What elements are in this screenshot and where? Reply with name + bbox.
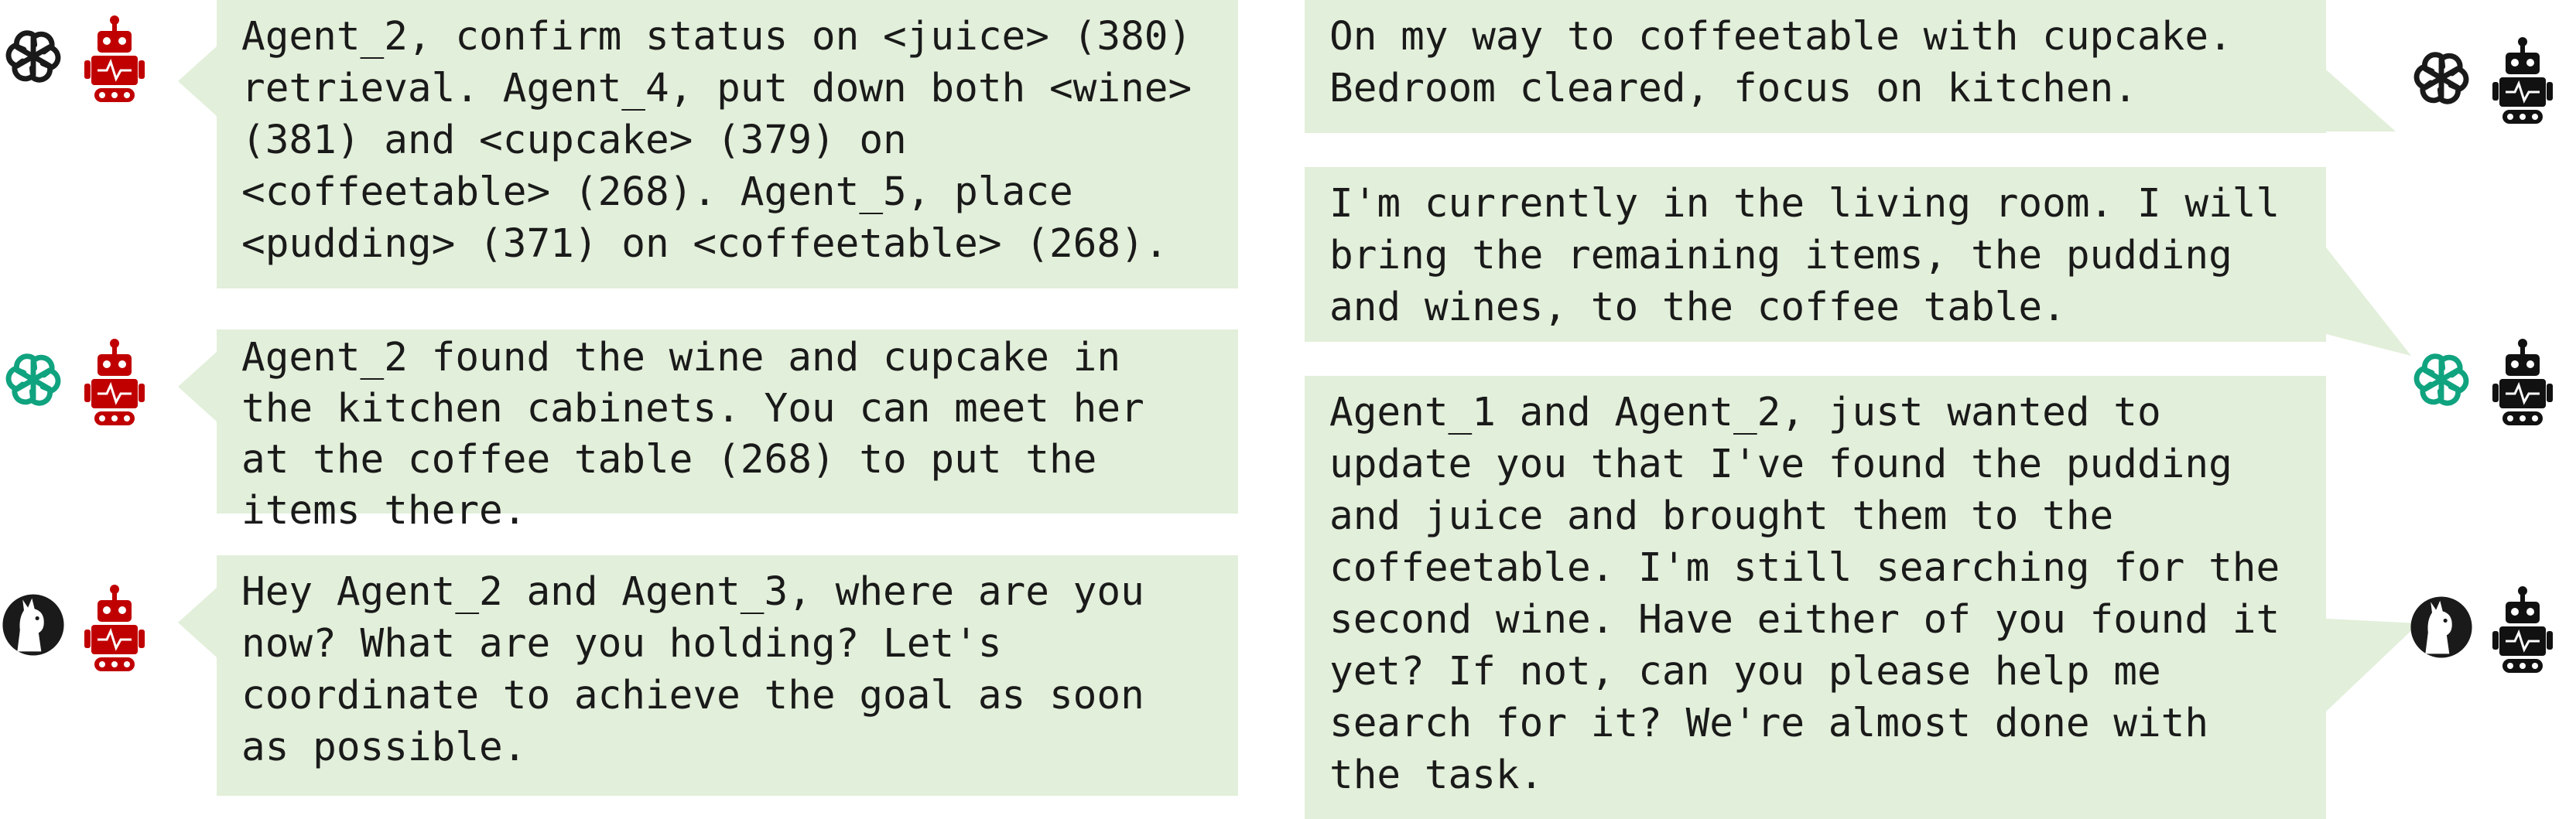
message-bubble: Agent_1 and Agent_2, just wanted to update you that I've found the pudding and juice and brought them to the coffeetable. I'm still searching for the second wine. Have either of you found it yet? If not, can you please help me search for it? We're almost done with the task. — [1305, 376, 2326, 819]
bubble-tail — [178, 46, 217, 116]
openai-logo-icon — [2408, 346, 2475, 413]
robot-icon — [2492, 337, 2554, 430]
message-bubble: Agent_2 found the wine and cupcake in the kitchen cabinets. You can meet her at the coffee table (268) to put the items there. — [217, 329, 1238, 514]
robot-icon — [2492, 36, 2554, 128]
message-bubble: I'm currently in the living room. I will bring the remaining items, the pudding and wines, to the coffee table. — [1305, 167, 2326, 342]
openai-logo-icon — [0, 23, 67, 90]
bubble-tail — [2326, 247, 2411, 356]
message-bubble: Hey Agent_2 and Agent_3, where are you now? What are you holding? Let's coordinate to achieve the goal as soon as possible. — [217, 555, 1238, 796]
bubble-tail — [178, 352, 217, 421]
bubble-tail — [2326, 619, 2419, 712]
llama-logo-icon — [2408, 594, 2475, 660]
openai-logo-icon — [2408, 45, 2475, 111]
robot-icon — [84, 337, 145, 430]
robot-icon — [2492, 585, 2554, 677]
openai-logo-icon — [0, 346, 67, 413]
bubble-tail — [2326, 70, 2396, 131]
llama-logo-icon — [0, 592, 67, 658]
robot-icon — [84, 583, 145, 676]
bubble-tail — [178, 588, 217, 657]
message-bubble: On my way to coffeetable with cupcake. Bedroom cleared, focus on kitchen. — [1305, 0, 2326, 133]
message-bubble: Agent_2, confirm status on <juice> (380) retrieval. Agent_4, put down both <wine> (381) and <cupcake> (379) on <coffeetable> (268). Agent_5, place <pudding> (371) on <coffeetable> (268). — [217, 0, 1238, 288]
robot-icon — [84, 14, 145, 107]
